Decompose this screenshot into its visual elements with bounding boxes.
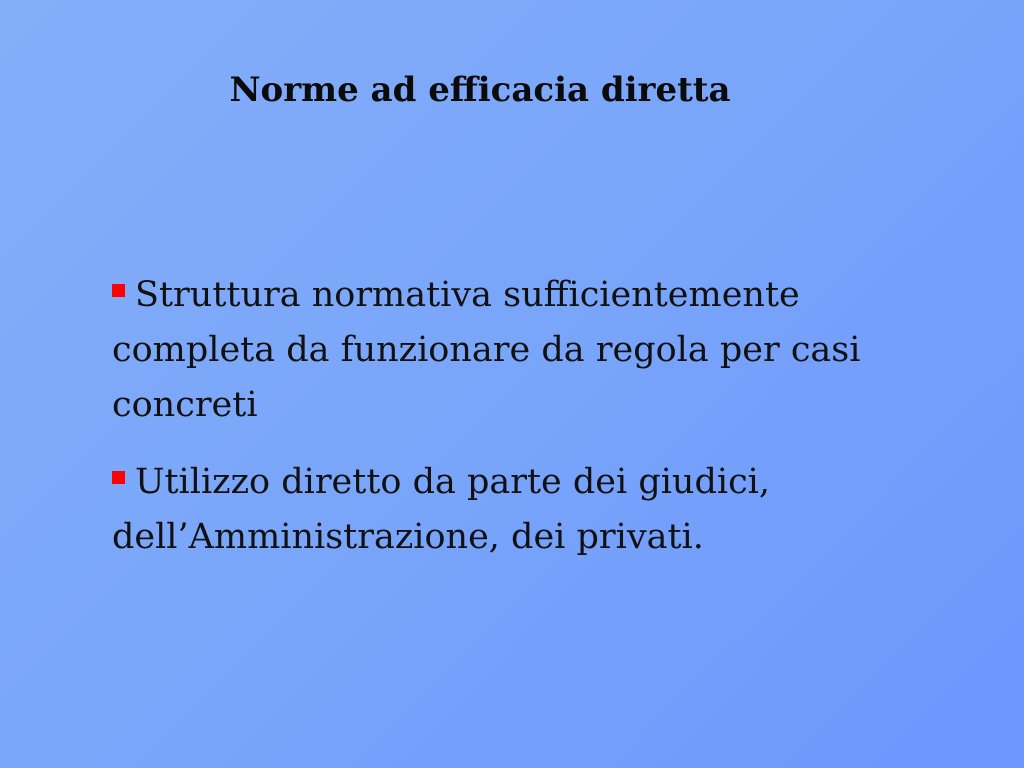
bullet-list <box>112 268 912 587</box>
bullet-item-2 <box>112 455 912 565</box>
bullet-text-1: Struttura normativa sufficientemente completa da funzionare da regola per casi concreti <box>112 275 861 425</box>
bullet-text-2: Utilizzo diretto da parte dei giudici, dell’Amministrazione, dei privati. <box>112 462 770 557</box>
slide-title: Norme ad efficacia diretta <box>229 70 731 110</box>
red-square-bullet-icon <box>112 284 125 297</box>
bullet-item-1 <box>112 268 912 433</box>
red-square-bullet-icon <box>112 471 125 484</box>
